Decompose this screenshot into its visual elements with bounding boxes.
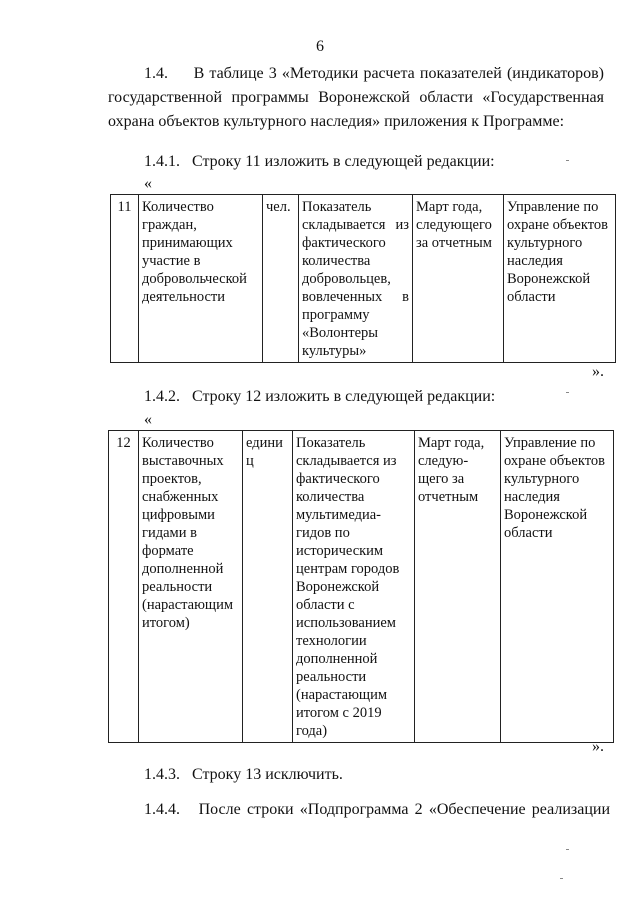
open-quote-row11: «	[144, 175, 152, 192]
row12-number: 12	[109, 431, 139, 743]
row12-unit: единиц	[243, 431, 293, 743]
close-quote-row12: ».	[592, 738, 604, 755]
close-quote-row11: ».	[592, 363, 604, 380]
paragraph-1-4-2: 1.4.2. Строку 12 изложить в следующей редакции:	[144, 388, 496, 405]
scan-speck	[566, 849, 569, 850]
row11-name: Количество граждан, принимающих участие в добровольческой деятельности	[139, 195, 263, 363]
row12-description: Показатель складывается из фактического количества мультимедиа-гидов по историческим центрам городов Воронежской области с использованием технологии дополненной реальности (нарастающим итогом с 2019 года)	[293, 431, 415, 743]
row11-period: Март года, следующего за отчетным	[413, 195, 504, 363]
scan-speck	[560, 878, 563, 879]
table-row-12	[108, 430, 614, 743]
row11-unit: чел.	[263, 195, 299, 363]
row11-description: Показатель складывается из фактического количества добровольцев, вовлеченных в программу «Волонтеры культуры»	[299, 195, 413, 363]
table-row-11	[110, 194, 616, 363]
row12-responsible: Управление по охране объектов культурного наследия Воронежской области	[501, 431, 614, 743]
row11-number: 11	[111, 195, 139, 363]
row11-responsible: Управление по охране объектов культурного наследия Воронежской области	[504, 195, 616, 363]
paragraph-1-4-3: 1.4.3. Строку 13 исключить.	[144, 766, 343, 783]
paragraph-1-4-4: 1.4.4. После строки «Подпрограмма 2 «Обеспечение реализации	[144, 801, 610, 818]
paragraph-1-4-1: 1.4.1. Строку 11 изложить в следующей редакции:	[144, 153, 495, 170]
scan-speck	[566, 160, 569, 161]
paragraph-1-4: 1.4. В таблице 3 «Методики расчета показателей (индикаторов) государственной программы Воронежской области «Государственная охрана объектов культурного наследия» приложения к Программе:	[108, 65, 604, 130]
scan-speck	[566, 392, 569, 393]
open-quote-row12: «	[144, 411, 152, 428]
page-number: 6	[316, 38, 324, 55]
row12-name: Количество выставочных проектов, снабженных цифровыми гидами в формате дополненной реальности (нарастающим итогом)	[139, 431, 243, 743]
row12-period: Март года, следую-щего за отчетным	[415, 431, 501, 743]
